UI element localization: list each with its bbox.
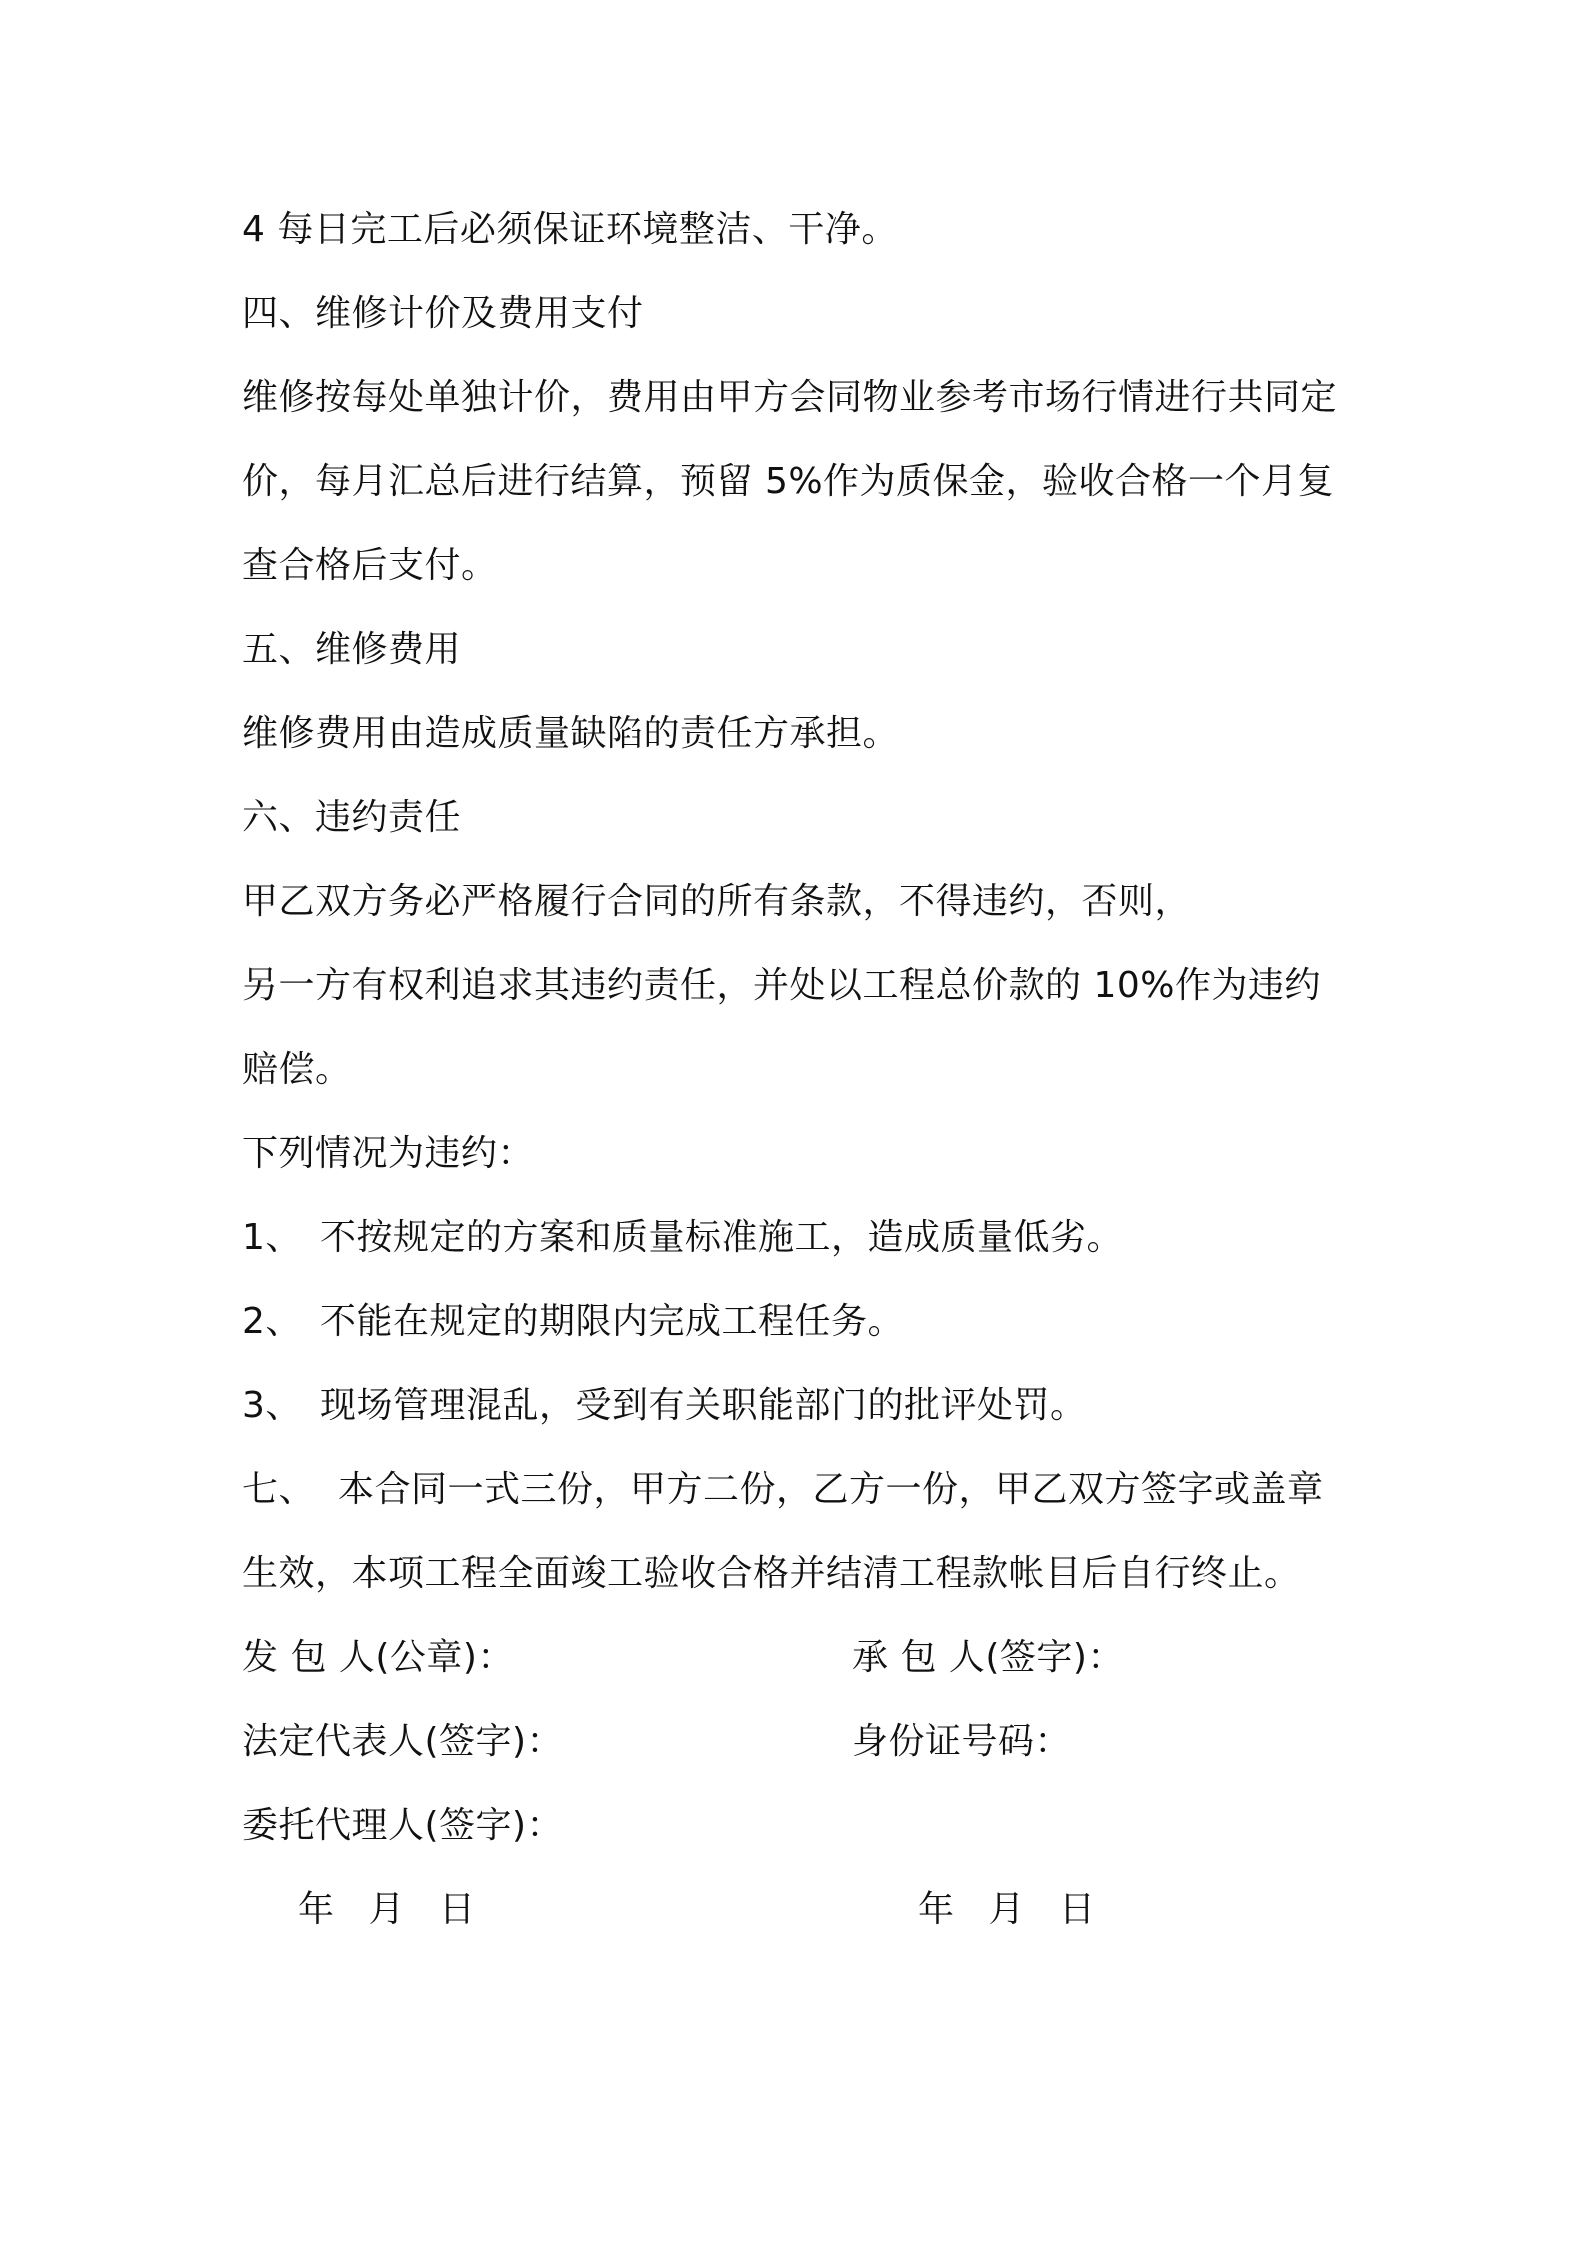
- section-6-paragraph-line-2: 另一方有权利追求其违约责任，并处以工程总价款的 10%作为违约: [242, 965, 1321, 1006]
- section-4-paragraph-line-3: 查合格后支付。: [242, 545, 498, 586]
- issuer-seal-label: 发 包 人(公章)：: [242, 1637, 514, 1678]
- id-number-label: 身份证号码：: [852, 1721, 1072, 1762]
- section-4-paragraph-line-2: 价，每月汇总后进行结算，预留 5%作为质保金，验收合格一个月复: [242, 461, 1335, 502]
- list-item-number: 2、: [242, 1301, 302, 1342]
- section-7-text: 本合同一式三份，甲方二份，乙方一份，甲乙双方签字或盖章: [338, 1469, 1324, 1510]
- legal-representative-label: 法定代表人(签字)：: [242, 1721, 564, 1762]
- section-5-paragraph: 维修费用由造成质量缺陷的责任方承担。: [242, 713, 900, 754]
- section-4-paragraph-line-1: 维修按每处单独计价，费用由甲方会同物业参考市场行情进行共同定: [242, 377, 1338, 418]
- date-year-label: 年: [298, 1889, 335, 1930]
- breach-list-item-3: [242, 1384, 1087, 1428]
- list-item-text: 现场管理混乱，受到有关职能部门的批评处罚。: [320, 1385, 1087, 1426]
- date-month-label: 月: [368, 1889, 406, 1930]
- section-6-paragraph-line-1: 甲乙双方务必严格履行合同的所有条款，不得违约，否则，: [242, 881, 1192, 922]
- list-item-number: 3、: [242, 1385, 302, 1426]
- list-item-text: 不能在规定的期限内完成工程任务。: [320, 1301, 905, 1342]
- contractor-signature-label: 承 包 人(签字)：: [852, 1637, 1124, 1678]
- date-day-label: 日: [439, 1889, 476, 1930]
- authorized-agent-label: 委托代理人(签字)：: [242, 1805, 564, 1846]
- section-5-heading: 五、维修费用: [242, 629, 462, 670]
- section-7-paragraph-line-1: [242, 1468, 1324, 1512]
- section-6-paragraph-line-3: 赔偿。: [242, 1049, 352, 1090]
- section-7-paragraph-line-2: 生效，本项工程全面竣工验收合格并结清工程款帐目后自行终止。: [242, 1553, 1301, 1594]
- section-6-heading: 六、违约责任: [242, 797, 462, 838]
- list-item-text: 不按规定的方案和质量标准施工，造成质量低劣。: [320, 1217, 1124, 1258]
- breach-list-intro: 下列情况为违约：: [242, 1133, 535, 1174]
- date-left: [298, 1888, 476, 1932]
- date-month-label: 月: [988, 1889, 1026, 1930]
- breach-list-item-2: [242, 1300, 904, 1344]
- date-right: [918, 1888, 1096, 1932]
- section-7-number: 七、: [242, 1469, 316, 1510]
- section-4-heading: 四、维修计价及费用支付: [242, 293, 644, 334]
- date-day-label: 日: [1059, 1889, 1096, 1930]
- date-year-label: 年: [918, 1889, 955, 1930]
- clause-4-environment-text: 4 每日完工后必须保证环境整洁、干净。: [242, 209, 898, 250]
- breach-list-item-1: [242, 1216, 1123, 1260]
- list-item-number: 1、: [242, 1217, 302, 1258]
